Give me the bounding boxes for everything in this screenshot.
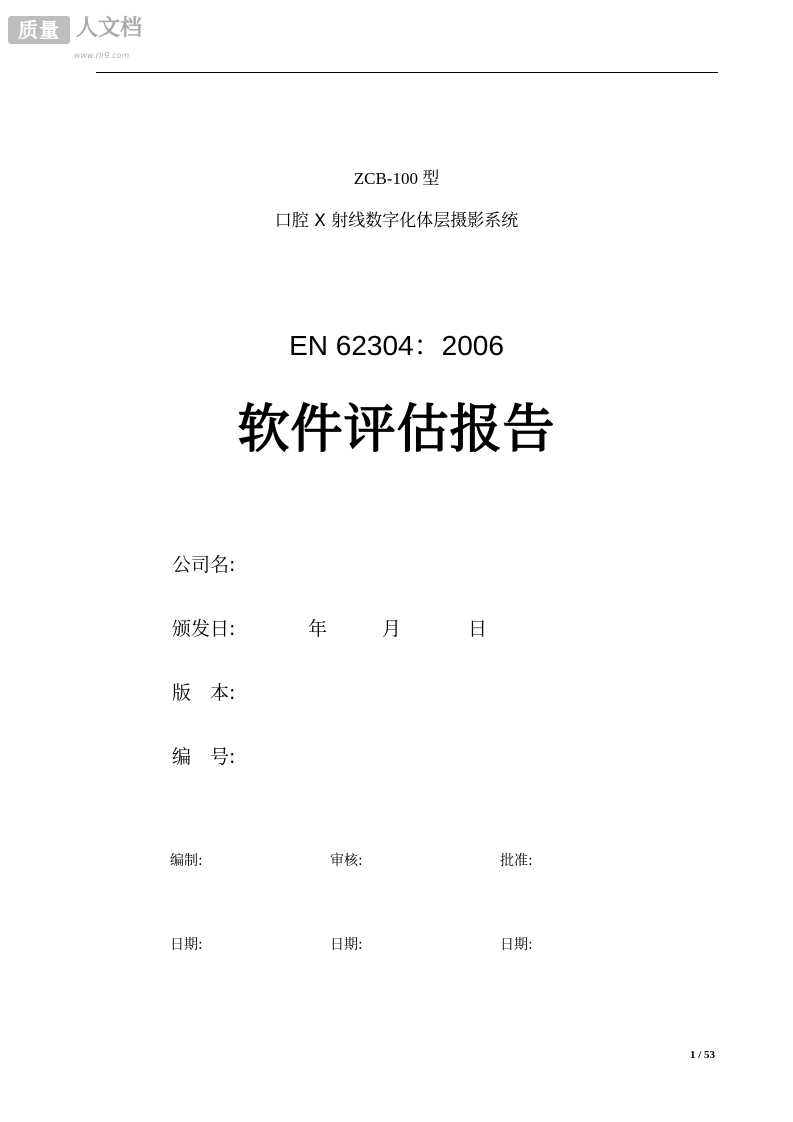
watermark-brand-text: 人文档 [76,16,143,41]
prepared-date-label: 日期: [170,937,203,953]
document-number-label: 编 号: [172,746,236,768]
watermark-box-text: 质量 [8,16,70,44]
watermark-logo [8,14,153,60]
standard-reference: EN 62304：2006 [289,330,504,361]
document-title: 软件评估报告 [237,400,556,460]
page-number: 1 / 53 [690,1049,716,1061]
company-name-label: 公司名: [172,554,236,576]
approved-date-label: 日期: [500,937,533,953]
issue-date-label: 颁发日: [172,618,236,640]
watermark-url: www.rlr9.com [74,51,130,60]
day-label: 日 [468,618,488,640]
product-system-name: 口腔 X 射线数字化体层摄影系统 [274,211,519,231]
header-rule [96,72,718,73]
product-model: ZCB-100 型 [353,169,440,188]
month-label: 月 [382,618,402,640]
prepared-by-label: 编制: [170,853,203,869]
reviewed-by-label: 审核: [330,853,363,869]
approved-by-label: 批准: [500,853,533,869]
version-label: 版 本: [172,682,236,704]
year-label: 年 [308,618,328,640]
reviewed-date-label: 日期: [330,937,363,953]
